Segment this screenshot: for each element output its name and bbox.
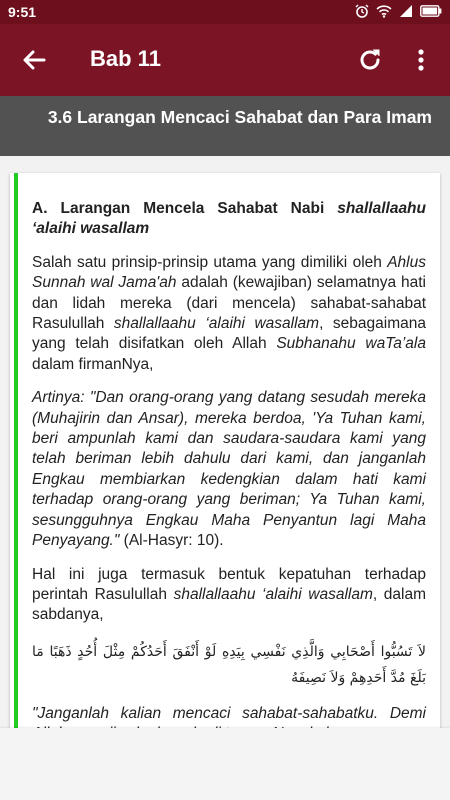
paragraph-1 (32, 253, 426, 375)
section-title: 3.6 Larangan Mencaci Sahabat dan Para Imam (47, 107, 432, 127)
p3-text-1: Hal ini juga termasuk bentuk kepatuhan terhadap perintah Rasulullah (32, 565, 426, 603)
p1-text-1: Salah satu prinsip-prinsip utama yang dimiliki oleh (32, 253, 388, 271)
p4-italic-1: "Janganlah kalian mencaci sahabat-sahabatku. Demi (32, 704, 426, 722)
article-heading (32, 199, 426, 240)
status-time: 9:51 (8, 4, 37, 20)
arabic-hadith: لاَ تَسُبُّوا أَصْحَابِي وَالَّذِي نَفْسِي بِيَدِهِ لَوْ أَنْفَقَ أَحَدُكُمْ مِثْلَ أُحُدٍ ذَهَبًا مَا بَلَغَ مُدَّ أَحَدِهِمْ وَلاَ نَصِيفَهُ (32, 643, 426, 686)
status-icons (355, 4, 442, 18)
p2-text-1: (Al-Hasyr: 10). (119, 532, 224, 550)
signal-icon (399, 4, 413, 18)
heading-text: A. Larangan Mencela Sahabat Nabi (32, 200, 338, 217)
p3-italic-1: shallallaahu ‘alaihi wasallam (173, 585, 373, 603)
p1-italic-2: shallallaahu ‘alaihi wasallam (113, 315, 320, 333)
bottom-bar (0, 728, 450, 800)
p1-text-2: adalah (kewajiban) selamatnya hati dan lidah mereka (dari mencela) sahabat-sahabat Rasulullah (32, 274, 426, 333)
refresh-icon[interactable] (356, 46, 384, 74)
accent-bar (14, 173, 18, 733)
article-card (10, 173, 440, 733)
p1-text-4: dalam firmanNya, (32, 355, 154, 373)
battery-icon (420, 5, 442, 17)
page-title: Bab 11 (90, 46, 161, 71)
p1-italic-3: Subhanahu waTa’ala (276, 335, 426, 353)
paragraph-2 (32, 388, 426, 551)
section-header (0, 96, 450, 156)
article-content (32, 199, 426, 758)
back-arrow-icon[interactable] (20, 46, 48, 74)
more-vert-icon[interactable] (414, 46, 428, 74)
wifi-icon (376, 4, 392, 18)
app-toolbar (0, 24, 450, 96)
paragraph-3 (32, 565, 426, 626)
p1-text-3: , sebagaimana yang telah disifatkan oleh Allah (32, 315, 427, 353)
p2-italic-1: Artinya: "Dan orang-orang yang datang sesudah mereka (Muhajirin dan Ansar), mereka berdoa, 'Ya Tuhan kami, beri ampunlah kami dan saudara-saudara kami yang telah beriman lebih dahulu dari kami, dan janganlah Engkau membiarkan kedengkian dalam hati kami terhadap orang-orang yang beriman; Ya Tuhan kami, sesungguhnya Engkau Maha Penyantun lagi Maha Penyayang." (32, 389, 426, 550)
heading-italic: shallallaahu ‘alaihi wasallam (32, 200, 426, 238)
p3-text-2: , dalam sabdanya, (32, 585, 426, 624)
status-bar (0, 0, 450, 24)
p1-italic-1: Ahlus Sunnah wal Jama'ah (32, 253, 426, 292)
alarm-icon (355, 4, 369, 18)
